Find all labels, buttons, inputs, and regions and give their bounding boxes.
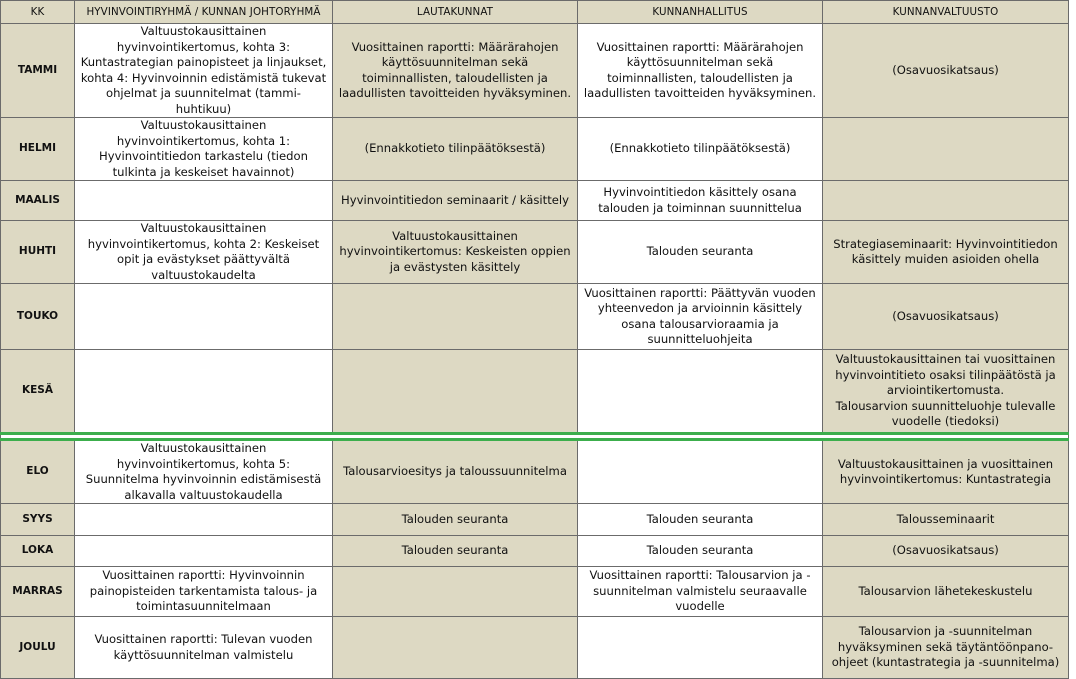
table-cell (75, 504, 333, 536)
table-cell: (Ennakkotieto tilinpäätöksestä) (333, 118, 578, 181)
table-cell (578, 440, 823, 504)
table-row (1, 504, 1069, 536)
table-cell: Hyvinvointitiedon käsittely osana talouden ja toiminnan suunnittelua (578, 181, 823, 221)
table-cell: Vuosittainen raportti: Tulevan vuoden käyttösuunnitelman valmistelu (75, 617, 333, 679)
header-municipal-council: KUNNANVALTUUSTO (823, 1, 1069, 24)
table-cell: Valtuustokausittainen hyvinvointikertomus, kohta 1: Hyvinvointitiedon tarkastelu (tiedon tulkinta ja keskeiset havainnot) (75, 118, 333, 181)
table-cell (823, 181, 1069, 221)
table-row (1, 284, 1069, 350)
header-wellbeing-group: HYVINVOINTIRYHMÄ / KUNNAN JOHTORYHMÄ (75, 1, 333, 24)
header-committees: LAUTAKUNNAT (333, 1, 578, 24)
table-row (1, 350, 1069, 434)
table-cell: Talouden seuranta (578, 536, 823, 567)
table-cell: Vuosittainen raportti: Määrärahojen käyttösuunnitelman sekä toiminnallisten, taloudellisten ja laadullisten tavoitteiden hyväksyminen. (333, 24, 578, 118)
table-cell: Vuosittainen raportti: Hyvinvoinnin painopisteiden tarkentamista talous- ja toimintasuunnitelmaan (75, 567, 333, 617)
month-cell: TAMMI (1, 24, 75, 118)
month-cell: TOUKO (1, 284, 75, 350)
header-row (1, 1, 1069, 24)
table-cell: (Osavuosikatsaus) (823, 536, 1069, 567)
table-row (1, 24, 1069, 118)
month-cell: HUHTI (1, 221, 75, 284)
table-row (1, 118, 1069, 181)
table-cell: Talousseminaarit (823, 504, 1069, 536)
header-kk: KK (1, 1, 75, 24)
table-cell: Strategiaseminaarit: Hyvinvointitiedon käsittely muiden asioiden ohella (823, 221, 1069, 284)
table-cell (578, 617, 823, 679)
table-cell (75, 181, 333, 221)
table-cell (75, 536, 333, 567)
month-cell: JOULU (1, 617, 75, 679)
table-row (1, 617, 1069, 679)
table-cell: (Osavuosikatsaus) (823, 24, 1069, 118)
table-cell (333, 617, 578, 679)
table-cell: Vuosittainen raportti: Määrärahojen käyttösuunnitelman sekä toiminnallisten, taloudellisten ja laadullisten tavoitteiden hyväksyminen. (578, 24, 823, 118)
table-cell (578, 350, 823, 434)
table-cell: Valtuustokausittainen hyvinvointikertomus, kohta 3: Kuntastrategian painopisteet ja linjaukset, kohta 4: Hyvinvoinnin edistämistä tukevat ohjelmat ja suunnitelmat (tammi-huhtikuu) (75, 24, 333, 118)
month-cell: KESÄ (1, 350, 75, 434)
table-cell: Valtuustokausittainen hyvinvointikertomus: Keskeisten oppien ja evästysten käsittely (333, 221, 578, 284)
table-cell: Valtuustokausittainen tai vuosittainen hyvinvointitieto osaksi tilinpäätöstä ja arviointikertomusta. Talousarvion suunnitteluohje tulevalle vuodelle (tiedoksi) (823, 350, 1069, 434)
table-cell (75, 284, 333, 350)
table-cell (333, 284, 578, 350)
table-cell: Valtuustokausittainen hyvinvointikertomus, kohta 2: Keskeiset opit ja evästykset päättyvältä valtuustokaudelta (75, 221, 333, 284)
table-row (1, 440, 1069, 504)
month-cell: ELO (1, 440, 75, 504)
month-cell: LOKA (1, 536, 75, 567)
table-row (1, 181, 1069, 221)
table-cell (823, 118, 1069, 181)
table-cell: Talousarvion ja -suunnitelman hyväksyminen sekä täytäntöönpano-ohjeet (kuntastrategia ja -suunnitelma) (823, 617, 1069, 679)
month-cell: MAALIS (1, 181, 75, 221)
table-cell (333, 567, 578, 617)
table-cell: Talousarvion lähetekeskustelu (823, 567, 1069, 617)
table-cell: Vuosittainen raportti: Päättyvän vuoden yhteenvedon ja arvioinnin käsittely osana talousarvioraamia ja suunnitteluohjeita (578, 284, 823, 350)
table-cell: Talouden seuranta (333, 536, 578, 567)
table-cell: Hyvinvointitiedon seminaarit / käsittely (333, 181, 578, 221)
table-cell (333, 350, 578, 434)
month-cell: HELMI (1, 118, 75, 181)
table-row (1, 221, 1069, 284)
table-cell: Talousarvioesitys ja taloussuunnitelma (333, 440, 578, 504)
header-municipal-board: KUNNANHALLITUS (578, 1, 823, 24)
table-cell: (Ennakkotieto tilinpäätöksestä) (578, 118, 823, 181)
table-row (1, 567, 1069, 617)
table-row (1, 536, 1069, 567)
table-cell: Vuosittainen raportti: Talousarvion ja -suunnitelman valmistelu seuraavalle vuodelle (578, 567, 823, 617)
table-cell: Valtuustokausittainen ja vuosittainen hyvinvointikertomus: Kuntastrategia (823, 440, 1069, 504)
table-cell: Talouden seuranta (578, 504, 823, 536)
table-cell (75, 350, 333, 434)
table-cell: Talouden seuranta (333, 504, 578, 536)
month-cell: SYYS (1, 504, 75, 536)
table-cell: Talouden seuranta (578, 221, 823, 284)
table-cell: (Osavuosikatsaus) (823, 284, 1069, 350)
month-cell: MARRAS (1, 567, 75, 617)
table-cell: Valtuustokausittainen hyvinvointikertomus, kohta 5: Suunnitelma hyvinvoinnin edistämisestä alkavalla valtuustokaudella (75, 440, 333, 504)
